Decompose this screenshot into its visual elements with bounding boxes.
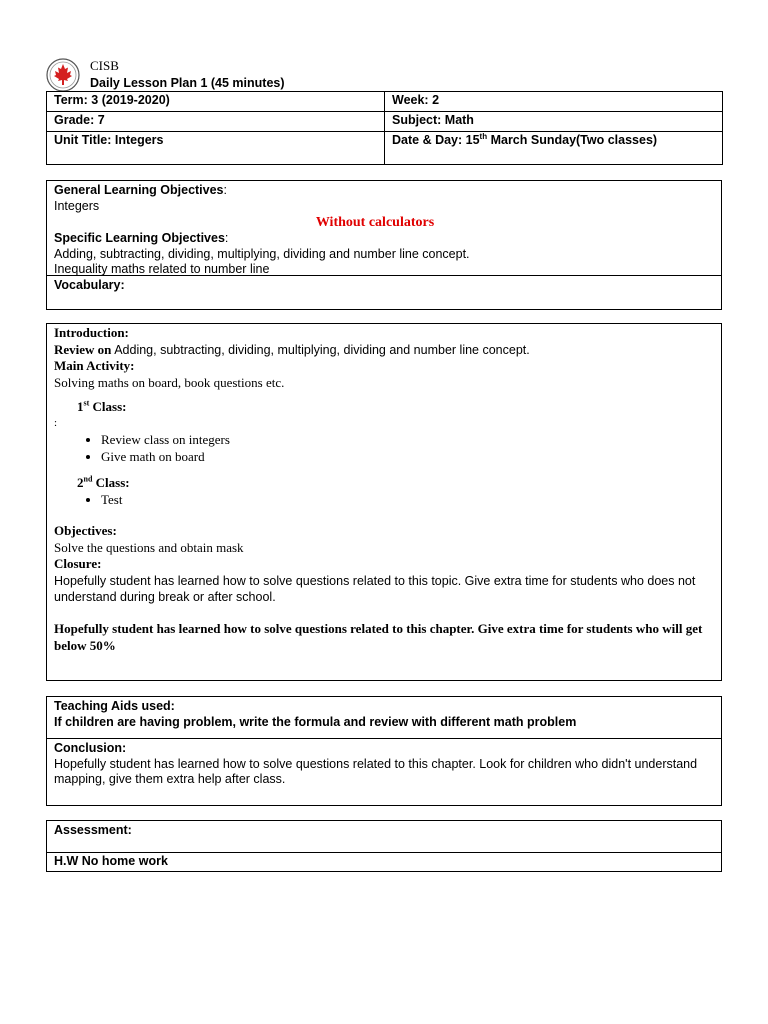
specific-objective-line: Adding, subtracting, dividing, multiplying, dividing and number line concept.: [54, 246, 470, 261]
introduction-label: Introduction:: [54, 325, 129, 340]
specific-objectives-heading: [54, 231, 714, 247]
class1-list: [54, 431, 714, 465]
teaching-aids-label: Teaching Aids used:: [54, 699, 175, 713]
vocabulary-section: [47, 275, 721, 309]
class2-label: Class:: [92, 474, 130, 490]
main-activity-label: Main Activity:: [54, 358, 135, 373]
header: [46, 58, 446, 92]
week-cell: Week: 2: [385, 92, 723, 112]
objectives-box: [46, 180, 722, 310]
conclusion-text: Hopefully student has learned how to solve questions related to this chapter. Look for children who didn't understand mapping, give them extra help after class.: [54, 756, 698, 786]
review-line: [54, 342, 714, 359]
general-objectives-text: Integers: [54, 198, 100, 213]
term-cell: Term: 3 (2019-2020): [47, 92, 385, 112]
calculator-note: Without calculators: [315, 215, 435, 230]
homework-text: H.W No home work: [54, 854, 168, 868]
class2-list: [54, 491, 714, 508]
general-objectives-label: General Learning Objectives: [54, 183, 224, 197]
class2-sup: nd: [83, 474, 93, 484]
homework-section: [47, 852, 721, 871]
class2-heading: [54, 475, 714, 492]
subject-cell: Subject: Math: [385, 112, 723, 132]
general-objectives-heading: [54, 183, 714, 199]
review-label: Review on: [54, 341, 112, 357]
vocabulary-label: Vocabulary:: [54, 278, 125, 292]
teaching-aids-section: [47, 697, 721, 738]
general-objectives-colon: :: [223, 183, 227, 197]
school-logo: [46, 58, 80, 92]
list-item: • Review class on integers: [101, 431, 714, 448]
assessment-label: Assessment:: [54, 823, 132, 837]
teaching-aids-box: [46, 696, 722, 806]
class1-heading: [54, 399, 714, 416]
assessment-section: [47, 821, 721, 852]
conclusion-label: Conclusion:: [54, 741, 127, 755]
conclusion-section: [47, 738, 721, 805]
date-sup: th: [479, 131, 488, 141]
date-suffix: March Sunday(Two classes): [487, 133, 658, 147]
specific-objectives-colon: :: [224, 231, 229, 245]
closure-bold-text: Hopefully student has learned how to solve questions related to this chapter. Give extra time for students who will get below 50%: [54, 620, 703, 653]
date-prefix: Date & Day: 15: [392, 133, 480, 147]
stray-colon: :: [54, 416, 58, 429]
review-text: Adding, subtracting, dividing, multiplying, dividing and number line concept.: [111, 342, 530, 357]
teaching-aids-text: If children are having problem, write the formula and review with different math problem: [54, 714, 577, 729]
date-cell: [385, 132, 723, 165]
closure-text: Hopefully student has learned how to solve questions related to this topic. Give extra time for students who does not understand during break or after school.: [54, 573, 696, 604]
plan-title: Daily Lesson Plan 1 (45 minutes): [90, 76, 285, 90]
grade-cell: Grade: 7: [47, 112, 385, 132]
objectives-section: [47, 181, 721, 275]
closure-label: Closure:: [54, 556, 102, 571]
class1-label: Class:: [89, 399, 127, 414]
list-item: • Test: [101, 491, 714, 508]
list-item: • Give math on board: [101, 448, 714, 465]
objectives-label: Objectives:: [54, 523, 117, 538]
class1-sup: st: [83, 398, 90, 408]
class1-num: 1: [77, 399, 84, 414]
main-activity-text: Solving maths on board, book questions etc.: [54, 374, 285, 390]
unit-title-cell: Unit Title: Integers: [47, 132, 385, 165]
specific-objective-line: Inequality maths related to number line: [54, 262, 270, 276]
school-name: CISB: [90, 58, 119, 73]
specific-objectives-label: Specific Learning Objectives: [54, 231, 225, 245]
lesson-box: [46, 323, 722, 681]
info-table: [46, 91, 723, 165]
objectives-text: Solve the questions and obtain mask: [54, 539, 244, 555]
assessment-box: [46, 820, 722, 872]
class2-num: 2: [77, 474, 84, 490]
